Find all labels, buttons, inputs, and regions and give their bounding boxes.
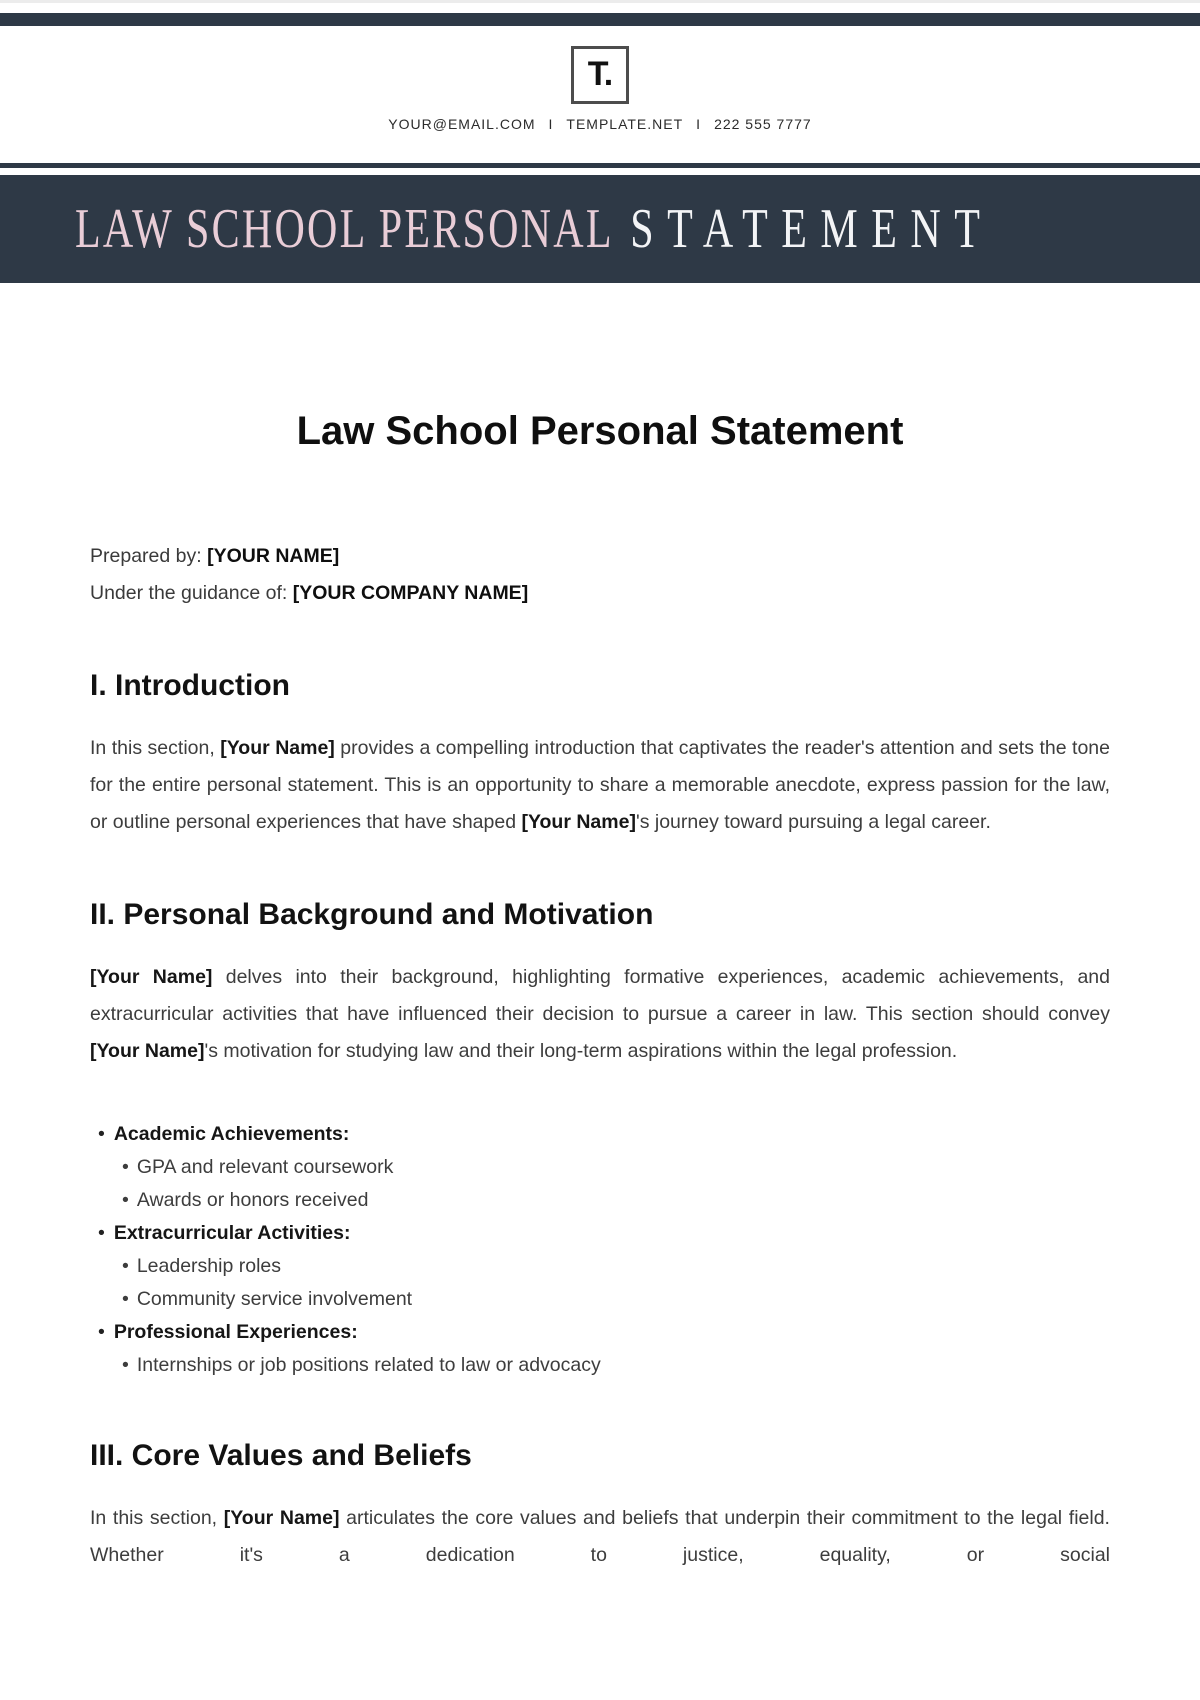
section-heading: II. Personal Background and Motivation (90, 898, 654, 931)
contact-website: TEMPLATE.NET (566, 116, 684, 132)
list-item (98, 1217, 1110, 1316)
list-item-label: Academic Achievements: (113, 1123, 350, 1145)
header (0, 26, 1200, 132)
top-white-strip (0, 3, 1200, 13)
contact-line (0, 116, 1200, 132)
byline-value: [YOUR NAME] (207, 545, 340, 567)
byline-value: [YOUR COMPANY NAME] (292, 582, 529, 604)
sub-list-item: • Internships or job positions related to law or advocacy (122, 1349, 1110, 1382)
section-paragraph: [Your Name] delves into their background, highlighting formative experiences, academic achievements, and extracurricular activities that have influenced their decision to pursue a career in law. This section should convey [Your Name]'s motivation for studying law and their long-term aspirations within the legal profession. (90, 966, 1110, 1062)
section-list (90, 1118, 1110, 1382)
contact-email: YOUR@EMAIL.COM (388, 116, 536, 132)
sub-list (98, 1349, 1110, 1382)
section-heading: I. Introduction (90, 669, 290, 702)
section (90, 666, 1110, 841)
list-item (98, 1118, 1110, 1217)
title-banner-text (75, 197, 993, 261)
byline (90, 538, 1110, 612)
byline-row (90, 575, 1110, 612)
sub-list-item: • GPA and relevant coursework (122, 1151, 1110, 1184)
document-body (0, 408, 1200, 1574)
list-item (98, 1316, 1110, 1382)
sub-list (98, 1250, 1110, 1316)
banner-title-secondary: STATEMENT (630, 198, 994, 260)
list-item-label: Professional Experiences: (113, 1321, 358, 1343)
section-heading: III. Core Values and Beliefs (90, 1439, 472, 1472)
top-accent-bar (0, 13, 1200, 26)
section (90, 1436, 1110, 1574)
contact-separator: I (696, 116, 702, 132)
brand-logo (571, 46, 629, 104)
byline-row (90, 538, 1110, 575)
section (90, 895, 1110, 1382)
banner-title-primary: LAW SCHOOL PERSONAL (75, 198, 614, 260)
sections (90, 666, 1110, 1574)
sub-list-item: • Awards or honors received (122, 1184, 1110, 1217)
byline-label: Prepared by: (90, 545, 208, 567)
document-title: Law School Personal Statement (296, 409, 904, 453)
section-paragraph: In this section, [Your Name] provides a compelling introduction that captivates the reader's attention and sets the tone for the entire personal statement. This is an opportunity to share a memorable anecdote, express passion for the law, or outline personal experiences that have shaped [Your Name]'s journey toward pursuing a legal career. (90, 737, 1110, 833)
byline-label: Under the guidance of: (90, 582, 293, 604)
section-paragraph: In this section, [Your Name] articulates the core values and beliefs that underpin their commitment to the legal field. Whether it's a dedication to justice, equality, or social (90, 1507, 1110, 1566)
sub-list-item: • Community service involvement (122, 1283, 1110, 1316)
sub-list-item: • Leadership roles (122, 1250, 1110, 1283)
divider-rule-light (0, 168, 1200, 175)
title-banner (0, 175, 1200, 283)
contact-phone: 222 555 7777 (714, 116, 812, 132)
brand-logo-text: T. (587, 55, 613, 93)
sub-list (98, 1151, 1110, 1217)
list-item-label: Extracurricular Activities: (113, 1222, 351, 1244)
contact-separator: I (548, 116, 554, 132)
